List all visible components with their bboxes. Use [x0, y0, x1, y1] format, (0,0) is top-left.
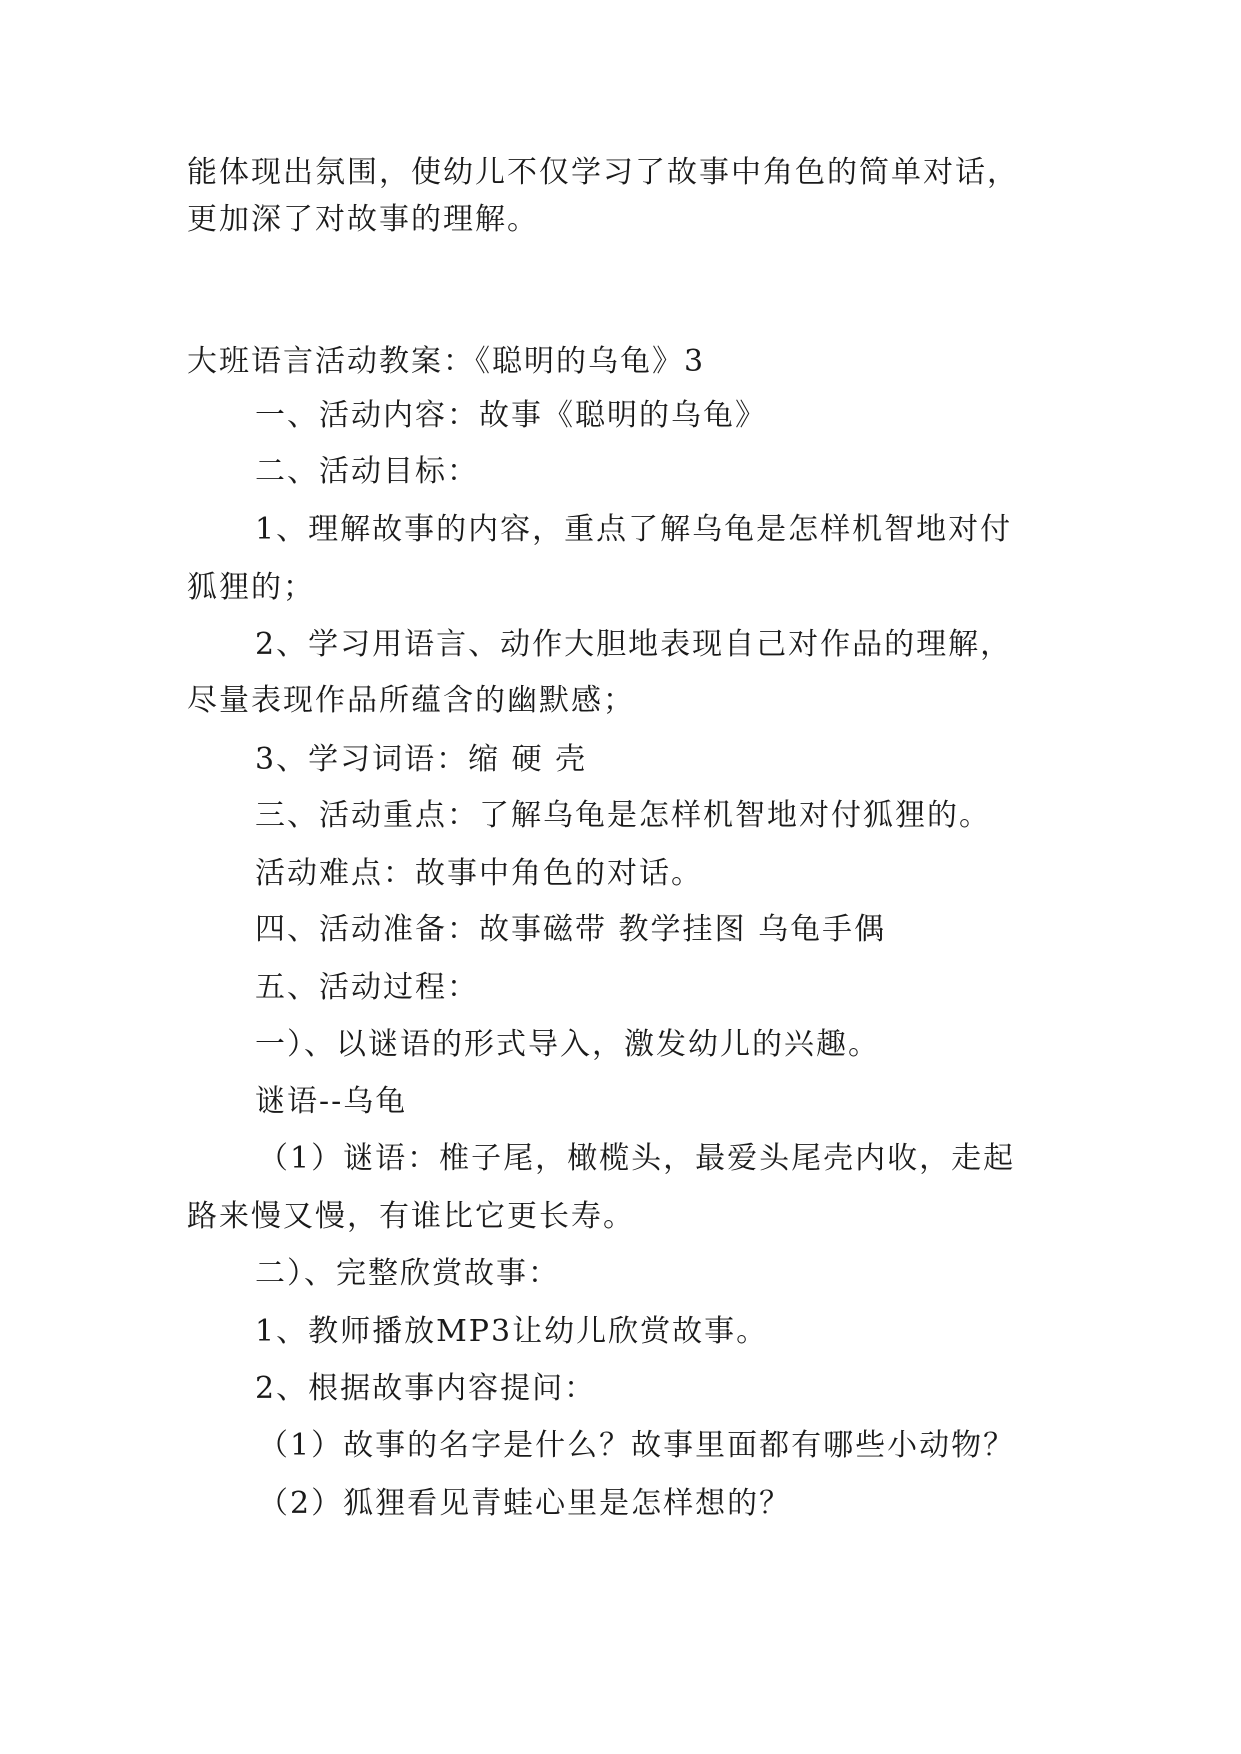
paragraph-line: 狐狸的；	[187, 570, 315, 605]
paragraph-line: 2、学习用语言、动作大胆地表现自己对作品的理解，	[255, 627, 1013, 662]
paragraph-line: 3、学习词语：缩 硬 壳	[255, 742, 588, 777]
paragraph-line: 二、活动目标：	[255, 454, 479, 489]
paragraph-line: 更加深了对故事的理解。	[187, 202, 539, 237]
paragraph-line: 路来慢又慢，有谁比它更长寿。	[187, 1199, 635, 1234]
paragraph-line: 二）、完整欣赏故事：	[255, 1256, 560, 1291]
paragraph-line: 尽量表现作品所蕴含的幽默感；	[187, 683, 635, 718]
paragraph-line: 一、活动内容：故事《聪明的乌龟》	[255, 398, 767, 433]
paragraph-line: （2）狐狸看见青蛙心里是怎样想的？	[258, 1486, 792, 1521]
paragraph-line: （1）故事的名字是什么？故事里面都有哪些小动物？	[258, 1428, 1016, 1463]
paragraph-line: 1、教师播放MP3让幼儿欣赏故事。	[255, 1314, 769, 1349]
section-title: 大班语言活动教案：《聪明的乌龟》3	[187, 344, 706, 379]
paragraph-line: 三、活动重点：了解乌龟是怎样机智地对付狐狸的。	[255, 798, 991, 833]
paragraph-line: （1）谜语：椎子尾，橄榄头，最爱头尾壳内收，走起	[258, 1141, 1016, 1176]
paragraph-line: 一）、以谜语的形式导入，激发幼儿的兴趣。	[255, 1027, 880, 1062]
paragraph-line: 能体现出氛围，使幼儿不仅学习了故事中角色的简单对话，	[187, 155, 1019, 190]
paragraph-line: 五、活动过程：	[255, 970, 479, 1005]
paragraph-line: 谜语--乌龟	[255, 1084, 408, 1119]
paragraph-line: 1、理解故事的内容，重点了解乌龟是怎样机智地对付	[255, 512, 1013, 547]
paragraph-line: 2、根据故事内容提问：	[255, 1371, 597, 1406]
paragraph-line: 四、活动准备：故事磁带 教学挂图 乌龟手偶	[255, 912, 887, 947]
paragraph-line: 活动难点：故事中角色的对话。	[255, 856, 703, 891]
